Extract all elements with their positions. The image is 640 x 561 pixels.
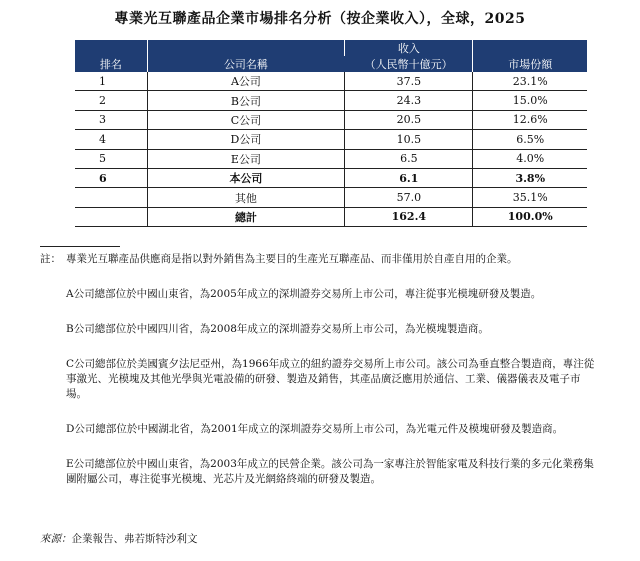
- revenue-cell: 24.3: [345, 91, 473, 110]
- revenue-cell: 6.1: [345, 168, 473, 187]
- header-rank: 排名: [75, 40, 147, 72]
- footnotes: [40, 252, 600, 487]
- table-row-own-company: [75, 168, 587, 187]
- revenue-cell: 162.4: [345, 207, 473, 226]
- company-cell: 總計: [147, 207, 344, 226]
- table-row-others: [75, 188, 587, 207]
- company-cell: 本公司: [147, 168, 344, 187]
- footnote-divider: [40, 246, 120, 247]
- source-text: 企業報告、弗若斯特沙利文: [71, 533, 198, 545]
- rank-cell: [75, 207, 147, 226]
- share-cell: 35.1%: [473, 188, 587, 207]
- table-row: [75, 149, 587, 168]
- share-cell: 12.6%: [473, 110, 587, 129]
- share-cell: 15.0%: [473, 91, 587, 110]
- note-company-a: A公司總部位於中國山東省，為2005年成立的深圳證券交易所上市公司，專注從事光模塊研發及製造。: [66, 288, 542, 300]
- share-cell: 23.1%: [473, 72, 587, 91]
- share-cell: 4.0%: [473, 149, 587, 168]
- company-cell: A公司: [147, 72, 344, 91]
- header-revenue-unit: （人民幣十億元）: [345, 56, 473, 72]
- source-label: 來源：: [40, 533, 72, 545]
- table-row: [75, 72, 587, 91]
- rank-cell: 4: [75, 130, 147, 149]
- company-cell: D公司: [147, 130, 344, 149]
- revenue-cell: 57.0: [345, 188, 473, 207]
- company-cell: 其他: [147, 188, 344, 207]
- header-share: 市場份額: [473, 40, 587, 72]
- share-cell: 6.5%: [473, 130, 587, 149]
- revenue-cell: 37.5: [345, 72, 473, 91]
- share-cell: 3.8%: [473, 168, 587, 187]
- rank-cell: 6: [75, 168, 147, 187]
- note-company-c: C公司總部位於美國賓夕法尼亞州，為1966年成立的紐約證券交易所上市公司。該公司為垂直整合製造商，專注從事激光、光模塊及其他光學與光電設備的研發、製造及銷售，其產品廣泛應用於通信、工業、儀器儀表及電子市場。: [66, 358, 595, 400]
- ranking-table: [75, 40, 587, 227]
- rank-cell: 5: [75, 149, 147, 168]
- company-cell: C公司: [147, 110, 344, 129]
- header-revenue: 收入: [345, 40, 473, 56]
- source-line: [40, 531, 198, 546]
- revenue-cell: 6.5: [345, 149, 473, 168]
- revenue-cell: 10.5: [345, 130, 473, 149]
- table-row-total: [75, 207, 587, 226]
- note-company-b: B公司總部位於中國四川省，為2008年成立的深圳證券交易所上市公司，為光模塊製造商。: [66, 323, 489, 335]
- note-company-d: D公司總部位於中國湖北省，為2001年成立的深圳證券交易所上市公司，為光電元件及模塊研發及製造商。: [66, 423, 564, 435]
- rank-cell: 3: [75, 110, 147, 129]
- share-cell: 100.0%: [473, 207, 587, 226]
- rank-cell: [75, 188, 147, 207]
- revenue-cell: 20.5: [345, 110, 473, 129]
- note-company-e: E公司總部位於中國山東省，為2003年成立的民營企業。該公司為一家專注於智能家電及科技行業的多元化業務集團附屬公司，專注從事光模塊、光芯片及光網絡終端的研發及製造。: [66, 458, 594, 485]
- header-company: 公司名稱: [147, 40, 344, 72]
- note-intro: [40, 252, 600, 267]
- rank-cell: 2: [75, 91, 147, 110]
- table-row: [75, 91, 587, 110]
- company-cell: E公司: [147, 149, 344, 168]
- table-row: [75, 110, 587, 129]
- note-label: 註：: [40, 253, 61, 265]
- rank-cell: 1: [75, 72, 147, 91]
- table-row: [75, 130, 587, 149]
- page-title: 專業光互聯產品企業市場排名分析（按企業收入），全球，2025: [114, 11, 526, 27]
- company-cell: B公司: [147, 91, 344, 110]
- note-intro-text: 專業光互聯產品供應商是指以對外銷售為主要目的生產光互聯產品、而非僅用於自產自用的企業。: [66, 253, 518, 265]
